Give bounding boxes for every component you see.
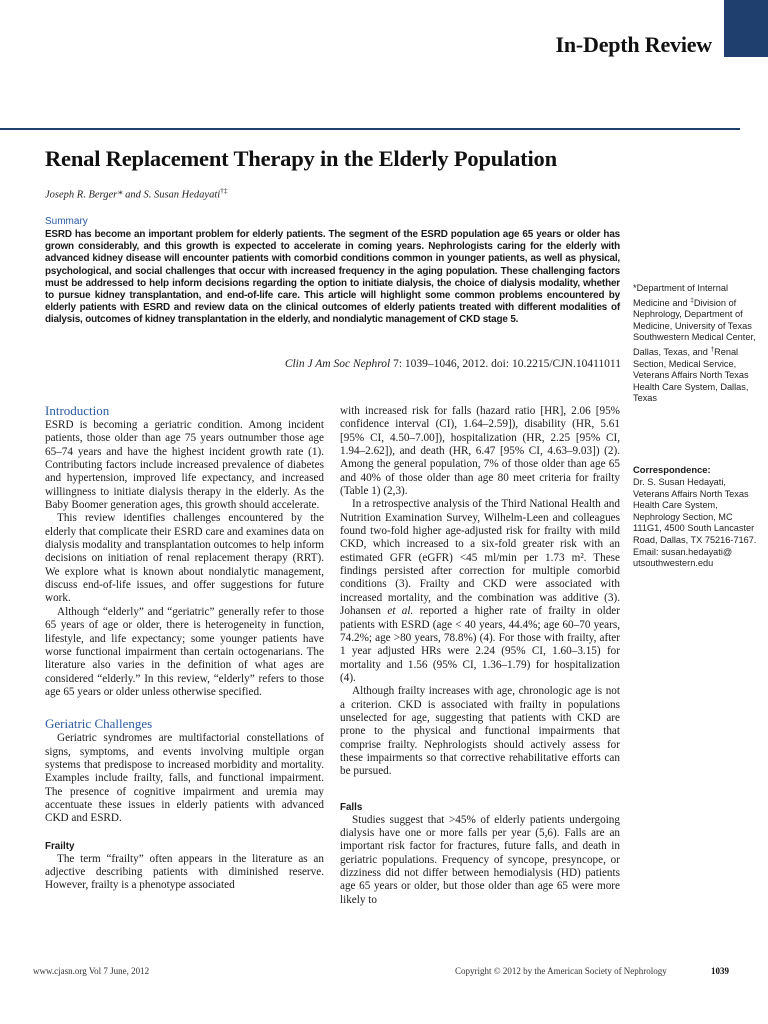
affiliation-mark-2: ‡ <box>690 296 694 304</box>
citation-journal: Clin J Am Soc Nephrol <box>284 358 391 370</box>
header-rule <box>0 128 740 130</box>
article-title: Renal Replacement Therapy in the Elderly Population <box>45 146 557 171</box>
authors-text: Joseph R. Berger* and S. Susan Hedayati <box>45 189 221 201</box>
falls-paragraph-1: Studies suggest that >45% of elderly patients undergoing dialysis have one or more falls per year (5,6). Falls are an important risk factor for fractures, future falls, and death in geriatric populations. Frequency of syncope, presyncope, or dizziness did not differ between hemodialysis (HD) patients age 65 years or older, but those older than age 65 were more likely to <box>340 813 620 906</box>
citation <box>285 358 621 370</box>
summary-text: ESRD has become an important problem for elderly patients. The segment of the ESRD population age 65 years or older has grown considerably, and this growth is expected to accelerate in coming years. Nephrologists caring for the elderly with advanced kidney disease will encounter patients with comorbid conditions common in younger patients, as well as physical, psychological, and social challenges that occur with increased frequency in the aging population. These challenging factors must be addressed to help inform decisions regarding the option to initiate dialysis, the choice of dialysis modality, whether to pursue kidney transplantation, and end-of-life care. This article will highlight some common problems encountered by elderly patients with ESRD and review data on the clinical outcomes of elderly patients treated with different modalities of dialysis, outcomes of kidney transplantation in the elderly, and nondialytic management of CKD stage 5. <box>45 229 620 326</box>
section-label: In-Depth Review <box>555 32 712 57</box>
frailty-paragraph-continued: with increased risk for falls (hazard ratio [HR], 2.06 [95% confidence interval (CI), 1.64–2.59]), disability (HR, 5.61 [95% CI, 4.50–7.00]), hospitalization (HR, 2.25 [95% CI, 1.94–2.62]), and death (HR, 6.47 [95% CI, 4.63–9.03]) (2). Among the general population, 7% of those older than age 65 and 40% of those older than age 80 meet criteria for frailty (Table 1) (2,3). <box>340 405 620 498</box>
affiliation-mark-3: † <box>710 346 715 354</box>
frailty-paragraph-1: The term “frailty” often appears in the literature as an adjective describing patients with diminished reserve. However, frailty is a phenotype associated <box>45 852 324 892</box>
authors-marks: †‡ <box>220 186 228 195</box>
frailty-p2-rest: reported a higher rate of frailty in older patients with ESRD (age < 40 years, 44.4%; age 60–70 years, 74.2%; age >80 years, 78.8%) (4). For those with frailty, after 1 year adjusted HRs were 2.24 (95% CI, 1.60–3.15) for mortality and 1.56 (95% CI, 1.36–1.79) for hospitalization (4). <box>340 605 620 684</box>
affiliation-3: Renal Section, Medical Service, Veterans Affairs North Texas Health Care System, Dallas, Texas <box>633 347 749 404</box>
intro-paragraph-3: Although “elderly” and “geriatric” generally refer to those 65 years of age or older, there is heterogeneity in function, lifestyle, and life expectancy; some younger patients have worse functional impairment than certain octogenarians. The literature also varies in the definition of what ages are considered “elderly.” In this review, “elderly” refers to those age 65 years or older unless otherwise specified. <box>45 605 324 698</box>
intro-heading: Introduction <box>45 403 110 418</box>
geriatric-paragraph-1: Geriatric syndromes are multifactorial constellations of signs, symptoms, and events involving multiple organ systems that predispose to increased morbidity and mortality. Examples include frailty, falls, and functional impairment. The presence of cognitive impairment and uremia may accentuate these issues in elderly patients with advanced CKD and ESRD. <box>45 732 324 825</box>
article-authors <box>45 186 228 201</box>
frailty-paragraph-2 <box>340 498 620 685</box>
frailty-p2-text: In a retrospective analysis of the Third National Health and Nutrition Examination Survey, Wilhelm-Leen and colleagues found two-fold higher age-adjusted risk for frailty with mild CKD, which increased to a six-fold greater risk with an estimated GFR (eGFR) <45 ml/min per 1.73 m². These findings persisted after correction for multiple comorbid conditions (3). Frailty and CKD were associated with increased mortality, and the combination was additive (3). Johansen <box>340 498 620 618</box>
affiliation-1: *Department of Internal Medicine and <box>633 283 728 308</box>
page-number: 1039 <box>711 966 729 976</box>
body-column-right <box>340 405 620 907</box>
geriatric-heading: Geriatric Challenges <box>45 716 153 732</box>
correspondence-label: Correspondence: <box>633 464 711 475</box>
intro-paragraph-1: ESRD is becoming a geriatric condition. Among incident patients, those older than age 75 years outnumber those age 65–74 years and have the highest incident growth rate (1). Contributing factors include increased prevalence of diabetes and hypertension, improved life expectancy, and increased willingness to initiate dialysis therapy in the elderly. As the Baby Boomer generation ages, this growth should accelerate. <box>45 419 324 512</box>
citation-details: 7: 1039–1046, 2012. doi: 10.2215/CJN.10411011 <box>390 358 621 370</box>
frailty-heading: Frailty <box>45 840 75 852</box>
intro-paragraph-2: This review identifies challenges encountered by the elderly that complicate their ESRD care and examines data on dialysis modality and transplantation outcomes to help inform decisions on initiation of renal replacement therapy (RRT). We explore what is known about nondialytic management, discuss end-of-life issues, and offer suggestions for future work. <box>45 512 324 605</box>
falls-heading: Falls <box>340 801 363 813</box>
frailty-paragraph-3: Although frailty increases with age, chronologic age is not a criterion. CKD is associated with frailty in populations unselected for age, suggesting that patients with CKD are prone to the physical and functional impairments that comprise frailty. Nephrologists should actively assess for these impairments so that corrective rehabilitative efforts can be pursued. <box>340 685 620 778</box>
header-color-tab <box>724 0 768 57</box>
footer-copyright: Copyright © 2012 by the American Society of Nephrology <box>455 966 667 976</box>
correspondence-details: Dr. S. Susan Hedayati, Veterans Affairs North Texas Health Care System, Nephrology Section, MC 111G1, 4500 South Lancaster Road, Dallas, TX 75216-7167. Email: susan.hedayati@ utsouthwestern.edu <box>633 477 757 569</box>
footer-journal-url: www.cjasn.org Vol 7 June, 2012 <box>33 966 150 976</box>
affiliation-2: Division of Nephrology, Department of Medicine, University of Texas Southwestern Medical Center, Dallas, Texas, and <box>633 297 756 358</box>
affiliations <box>633 283 758 405</box>
frailty-p2-etal: et al. <box>387 605 414 618</box>
summary-label: Summary <box>45 216 88 227</box>
body-column-left <box>45 403 324 893</box>
